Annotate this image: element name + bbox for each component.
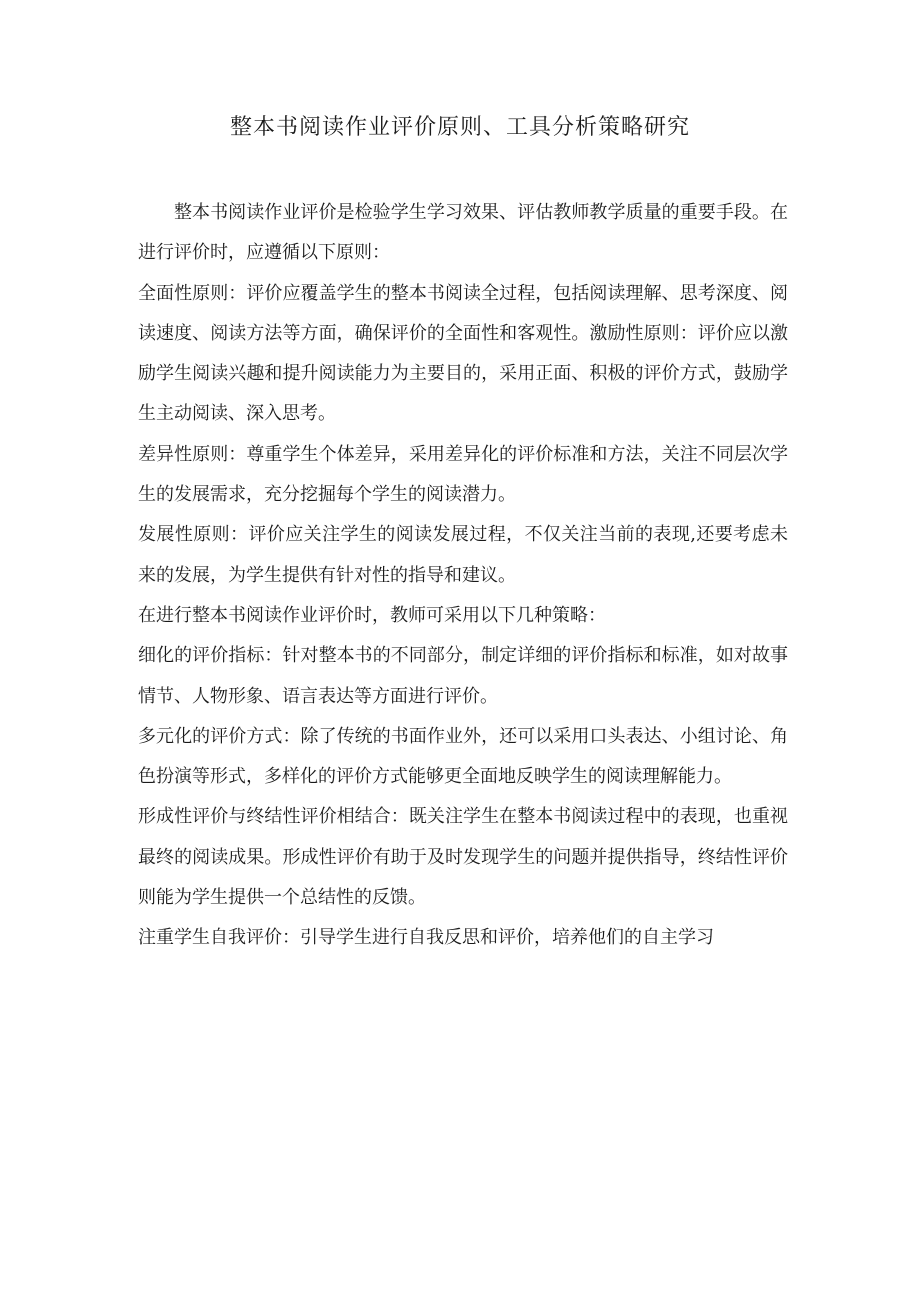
paragraph-formative-summative: 形成性评价与终结性评价相结合：既关注学生在整本书阅读过程中的表现，也重视最终的阅读成果。形成性评价有助于及时发现学生的问题并提供指导，终结性评价则能为学生提供一个总结性的反馈。 <box>138 806 788 909</box>
paragraph-intro: 整本书阅读作业评价是检验学生学习效果、评估教师教学质量的重要手段。在进行评价时，应遵循以下原则： <box>138 202 788 264</box>
paragraph-detailed-indicators: 细化的评价指标：针对整本书的不同部分，制定详细的评价指标和标准，如对故事情节、人物形象、语言表达等方面进行评价。 <box>138 645 788 707</box>
paragraph-comprehensive-principle: 全面性原则：评价应覆盖学生的整本书阅读全过程，包括阅读理解、思考深度、阅读速度、阅读方法等方面，确保评价的全面性和客观性。激励性原则：评价应以激励学生阅读兴趣和提升阅读能力为主要目的，采用正面、积极的评价方式，鼓励学生主动阅读、深入思考。 <box>138 282 788 425</box>
paragraph-development-principle: 发展性原则：评价应关注学生的阅读发展过程，不仅关注当前的表现,还要考虑未来的发展，为学生提供有针对性的指导和建议。 <box>138 524 788 586</box>
document-body <box>138 193 788 959</box>
paragraph-self-evaluation: 注重学生自我评价：引导学生进行自我反思和评价，培养他们的自主学习 <box>138 927 714 949</box>
paragraph-diverse-methods: 多元化的评价方式：除了传统的书面作业外，还可以采用口头表达、小组讨论、角色扮演等形式，多样化的评价方式能够更全面地反映学生的阅读理解能力。 <box>138 725 788 788</box>
document-title: 整本书阅读作业评价原则、工具分析策略研究 <box>229 115 690 140</box>
paragraph-difference-principle: 差异性原则：尊重学生个体差异，采用差异化的评价标准和方法，关注不同层次学生的发展需求，充分挖掘每个学生的阅读潜力。 <box>138 443 788 506</box>
paragraph-strategies-intro: 在进行整本书阅读作业评价时，教师可采用以下几种策略： <box>138 604 606 626</box>
